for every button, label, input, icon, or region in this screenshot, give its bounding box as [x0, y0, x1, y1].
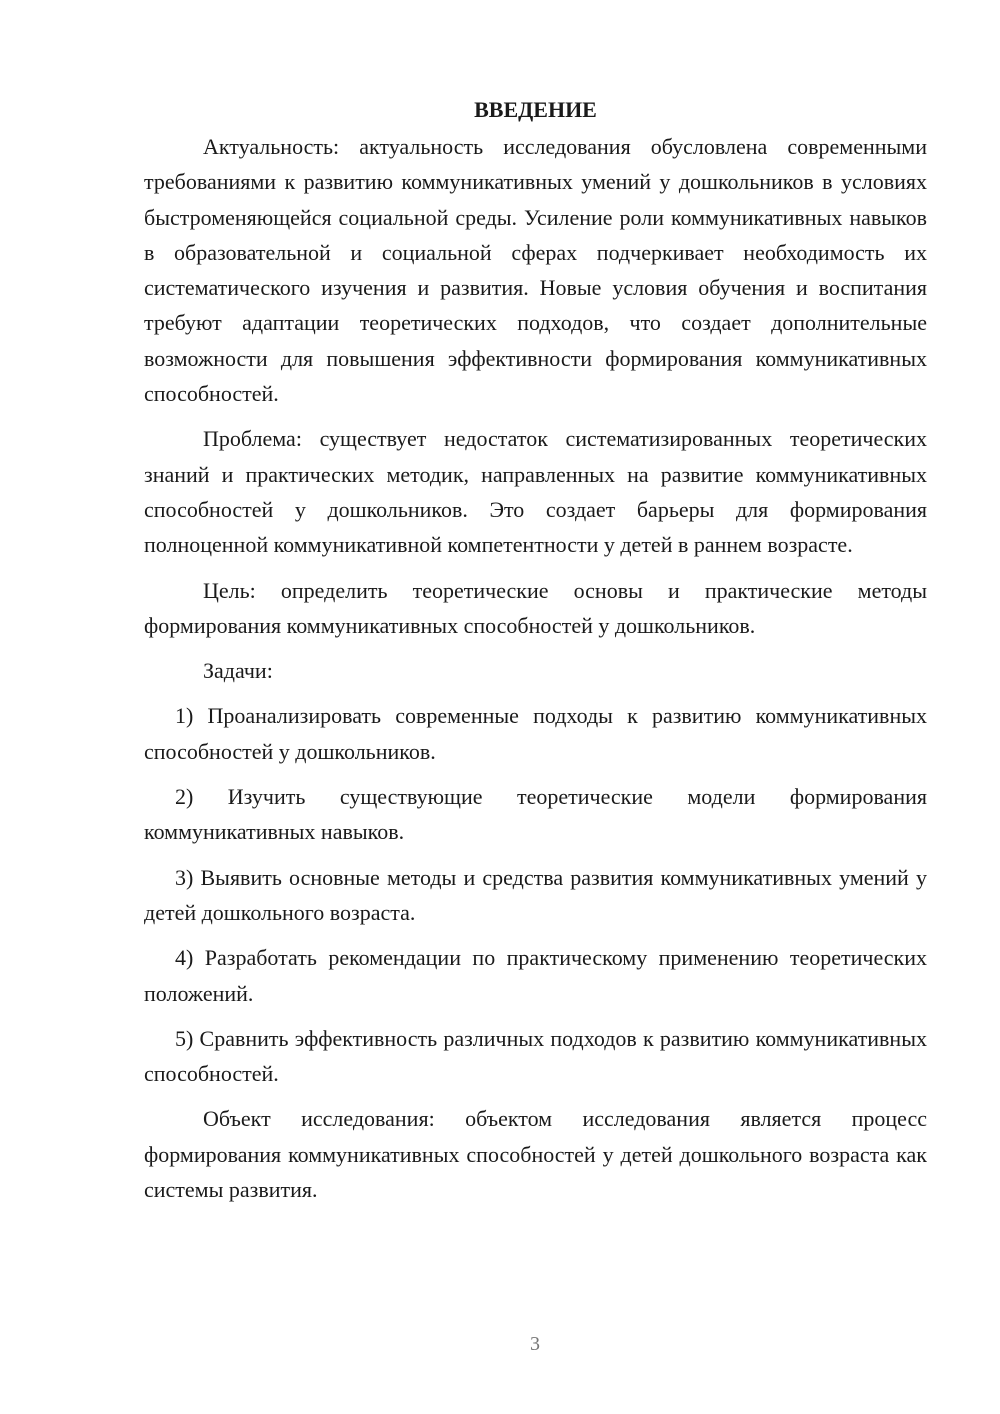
- relevance-paragraph: Актуальность: актуальность исследования обусловлена современными требованиями к развитию коммуникативных умений у дошкольников в условиях быстроменяющейся социальной среды. Усиление роли коммуникативных навыков в образовательной и социальной сферах подчеркивает необходимость их систематического изучения и развития. Новые условия обучения и воспитания требуют адаптации теоретических подходов, что создает дополнительные возможности для повышения эффективности формирования коммуникативных способностей.: [144, 134, 927, 407]
- task-item-5: 5) Сравнить эффективность различных подходов к развитию коммуникативных способностей.: [144, 1025, 927, 1087]
- document-page: [144, 92, 927, 1217]
- task-item-4: 4) Разработать рекомендации по практическому применению теоретических положений.: [144, 945, 927, 1006]
- goal-paragraph: Цель: определить теоретические основы и практические методы формирования коммуникативных способностей у дошкольников.: [144, 577, 927, 638]
- page-number: 3: [530, 1333, 540, 1355]
- tasks-heading: Задачи:: [203, 658, 273, 684]
- task-item-1: 1) Проанализировать современные подходы к развитию коммуникативных способностей у дошкольников.: [144, 703, 927, 764]
- problem-paragraph: Проблема: существует недостаток систематизированных теоретических знаний и практических методик, направленных на развитие коммуникативных способностей у дошкольников. Это создает барьеры для формирования полноценной коммуникативной компетентности у детей в раннем возрасте.: [144, 426, 927, 558]
- task-item-2: 2) Изучить существующие теоретические модели формирования коммуникативных навыков.: [144, 784, 927, 845]
- task-item-3: 3) Выявить основные методы и средства развития коммуникативных умений у детей дошкольного возраста.: [144, 864, 927, 925]
- object-paragraph: Объект исследования: объектом исследования является процесс формирования коммуникативных способностей у детей дошкольного возраста как системы развития.: [144, 1106, 927, 1203]
- section-title: ВВЕДЕНИЕ: [474, 97, 597, 122]
